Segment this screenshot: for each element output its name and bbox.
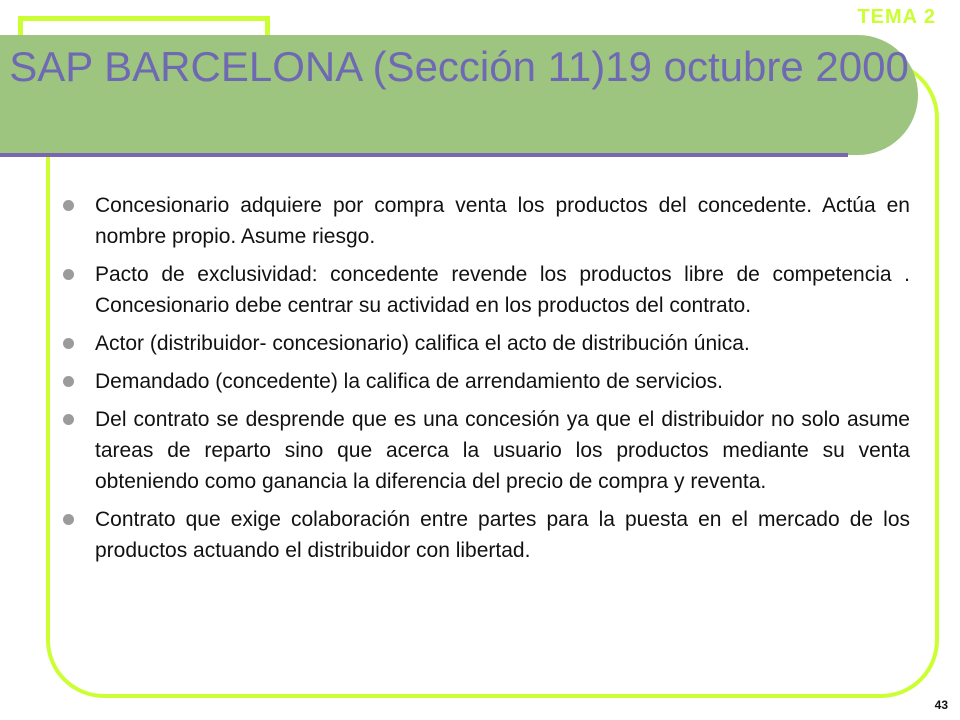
list-item: [60, 404, 910, 497]
list-item-text: Concesionario adquiere por compra venta los productos del concedente. Actúa en nombre propio. Asume riesgo.: [95, 194, 910, 248]
bullet-icon: [63, 269, 74, 280]
list-item: [60, 504, 910, 566]
list-item-text: Actor (distribuidor- concesionario) califica el acto de distribución única.: [95, 332, 750, 355]
list-item: [60, 259, 910, 321]
bullet-icon: [63, 514, 74, 525]
bullet-icon: [63, 338, 74, 349]
list-item-text: Pacto de exclusividad: concedente revende los productos libre de competencia . Concesionario debe centrar su actividad en los productos del contrato.: [95, 263, 910, 317]
list-item: [60, 190, 910, 252]
topic-label: TEMA 2: [857, 6, 936, 28]
list-item: [60, 328, 910, 359]
title-underline: [0, 153, 848, 157]
list-item-text: Contrato que exige colaboración entre partes para la puesta en el mercado de los productos actuando el distribuidor con libertad.: [95, 508, 910, 562]
list-item-text: Del contrato se desprende que es una concesión ya que el distribuidor no solo asume tareas de reparto sino que acerca la usuario los productos mediante su venta obteniendo como ganancia la diferencia del precio de compra y reventa.: [95, 408, 910, 493]
list-item: [60, 366, 910, 397]
bullet-icon: [63, 414, 74, 425]
bullet-list: [60, 190, 910, 573]
bullet-icon: [63, 376, 74, 387]
bullet-icon: [63, 200, 74, 211]
page-number: 43: [934, 698, 948, 712]
list-item-text: Demandado (concedente) la califica de arrendamiento de servicios.: [95, 370, 724, 393]
page-title: SAP BARCELONA (Sección 11)19 octubre 2000: [9, 43, 909, 90]
